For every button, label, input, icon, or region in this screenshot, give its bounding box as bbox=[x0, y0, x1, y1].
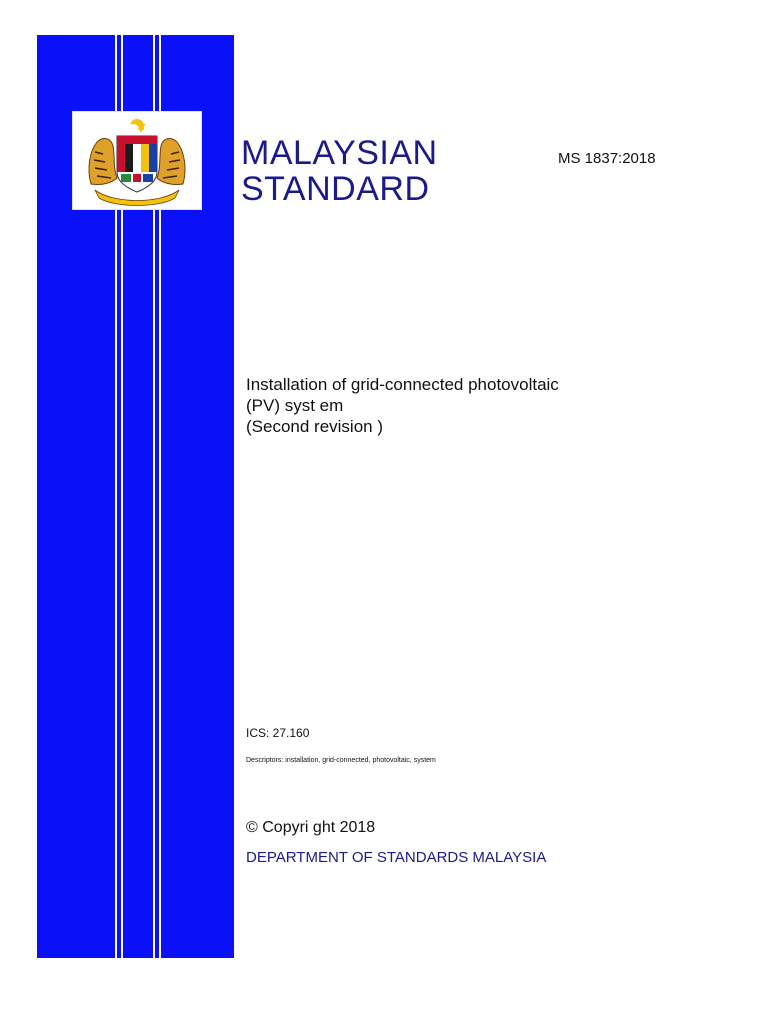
ics-code: ICS: 27.160 bbox=[246, 726, 310, 740]
copyright-notice: © Copyri ght 2018 bbox=[246, 819, 376, 836]
standard-heading bbox=[241, 135, 438, 207]
document-title-line-1: Installation of grid-connected photovoltaic bbox=[246, 375, 559, 394]
document-title-line-2: (PV) syst em bbox=[246, 396, 344, 415]
standard-number: MS 1837:2018 bbox=[558, 150, 656, 167]
document-title bbox=[246, 374, 559, 437]
title-line-standard: STANDARD bbox=[241, 170, 430, 208]
descriptors: Descriptors: installation, grid-connected, photovoltaic, system bbox=[246, 757, 436, 764]
coat-of-arms-box bbox=[72, 111, 202, 210]
title-line-malaysian: MALAYSIAN bbox=[241, 134, 438, 172]
publisher-name: DEPARTMENT OF STANDARDS MALAYSIA bbox=[246, 849, 547, 866]
document-title-line-3: (Second revision ) bbox=[246, 417, 384, 436]
malaysia-coat-of-arms-icon bbox=[73, 112, 201, 209]
